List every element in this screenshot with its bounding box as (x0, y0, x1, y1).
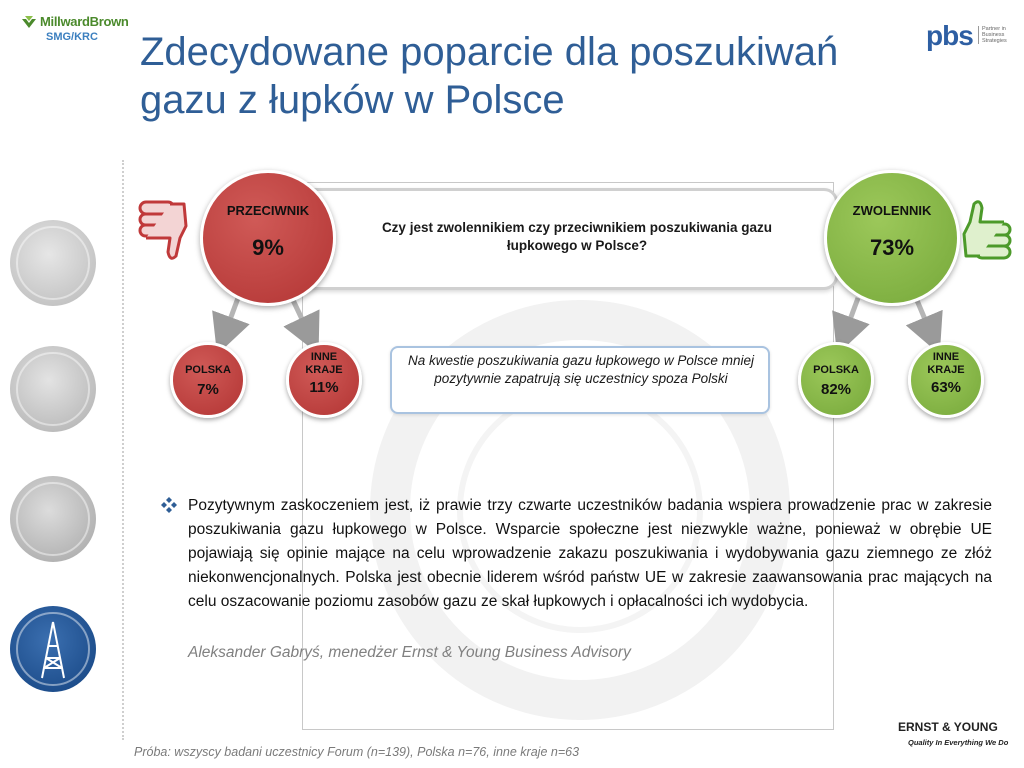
note-text: Na kwestie poszukiwania gazu łupkowego w Polsce mniej pozytywnie zapatrują się uczestnicy spoza Polski (408, 353, 754, 386)
supporter-other-countries-label: INNE KRAJE (927, 351, 965, 376)
opponent-poland-value: 7% (197, 381, 219, 398)
opponent-other-countries-label: INNE KRAJE (305, 351, 343, 376)
supporter-label: ZWOLENNIK (852, 203, 932, 218)
supporter-other-countries-value: 63% (930, 379, 962, 396)
supporter-poland-label: POLSKA (813, 364, 859, 376)
ernst-young-logo-text: ERNST & YOUNG (898, 720, 998, 734)
pbs-logo-text: pbs (926, 20, 973, 51)
ernst-young-tagline: Quality In Everything We Do (908, 738, 1009, 747)
sample-footnote: Próba: wszyscy badani uczestnicy Forum (n=139), Polska n=76, inne kraje n=63 (134, 745, 580, 759)
opponent-poland-label: POLSKA (185, 364, 231, 376)
thumbs-down-icon (136, 196, 192, 266)
supporter-poland-circle (798, 342, 874, 418)
thumbs-up-icon (958, 194, 1014, 264)
opponent-poland-circle (170, 342, 246, 418)
decorative-power-line-icon (10, 476, 96, 562)
opponent-other-countries-circle (286, 342, 362, 418)
survey-question: Czy jest zwolennikiem czy przeciwnikiem poszukiwania gazu łupkowego w Polsce? (381, 220, 773, 253)
decorative-globe-icon (10, 220, 96, 306)
decorative-drilling-rig-icon (10, 606, 96, 692)
smg-krc-logo-text: SMG/KRC (46, 31, 98, 43)
ernst-young-logo (898, 720, 1008, 752)
opponent-other-countries-value: 11% (309, 379, 339, 396)
opponent-circle (200, 170, 336, 306)
millward-brown-mark-icon (20, 14, 38, 32)
slide-title-line-1: Zdecydowane poparcie dla poszukiwań (140, 30, 839, 74)
supporter-value: 73% (869, 235, 915, 260)
decorative-wind-turbine-icon (10, 346, 96, 432)
expert-quote: Pozytywnym zaskoczeniem jest, iż prawie trzy czwarte uczestników badania wspiera prowadzenie prac w zakresie poszukiwania gazu łupkowego w Polsce. Wsparcie społeczne jest niezwykle ważne, ponieważ w obrębie UE pojawiają się opinie mające na celu wprowadzenie zakazu poszukiwania i wydobywania gazu ziemnego ze złóż niekonwencjonalnych. Polska jest obecnie liderem wśród państw UE w zakresie zaawansowania prac mających na celu oszacowanie poziomu zasobów gazu ze skał łupkowych i opłacalności ich wydobycia. (188, 497, 992, 610)
diamond-bullet-icon (160, 496, 178, 514)
slide-title (140, 28, 900, 124)
millward-brown-logo-text: MillwardBrown (40, 14, 129, 29)
millward-brown-logo (20, 12, 140, 46)
quote-attribution: Aleksander Gabryś, menedżer Ernst & Young Business Advisory (188, 644, 631, 661)
decorative-dotted-divider (122, 160, 124, 740)
slide-title-line-2: gazu z łupków w Polsce (140, 78, 565, 122)
pbs-logo-tagline: Partner in Business Strategies (978, 26, 1008, 44)
opponent-value: 9% (252, 235, 284, 260)
opponent-label: PRZECIWNIK (226, 203, 310, 218)
supporter-circle (824, 170, 960, 306)
pbs-logo (926, 14, 1006, 54)
supporter-poland-value: 82% (820, 381, 852, 398)
supporter-other-countries-circle (908, 342, 984, 418)
